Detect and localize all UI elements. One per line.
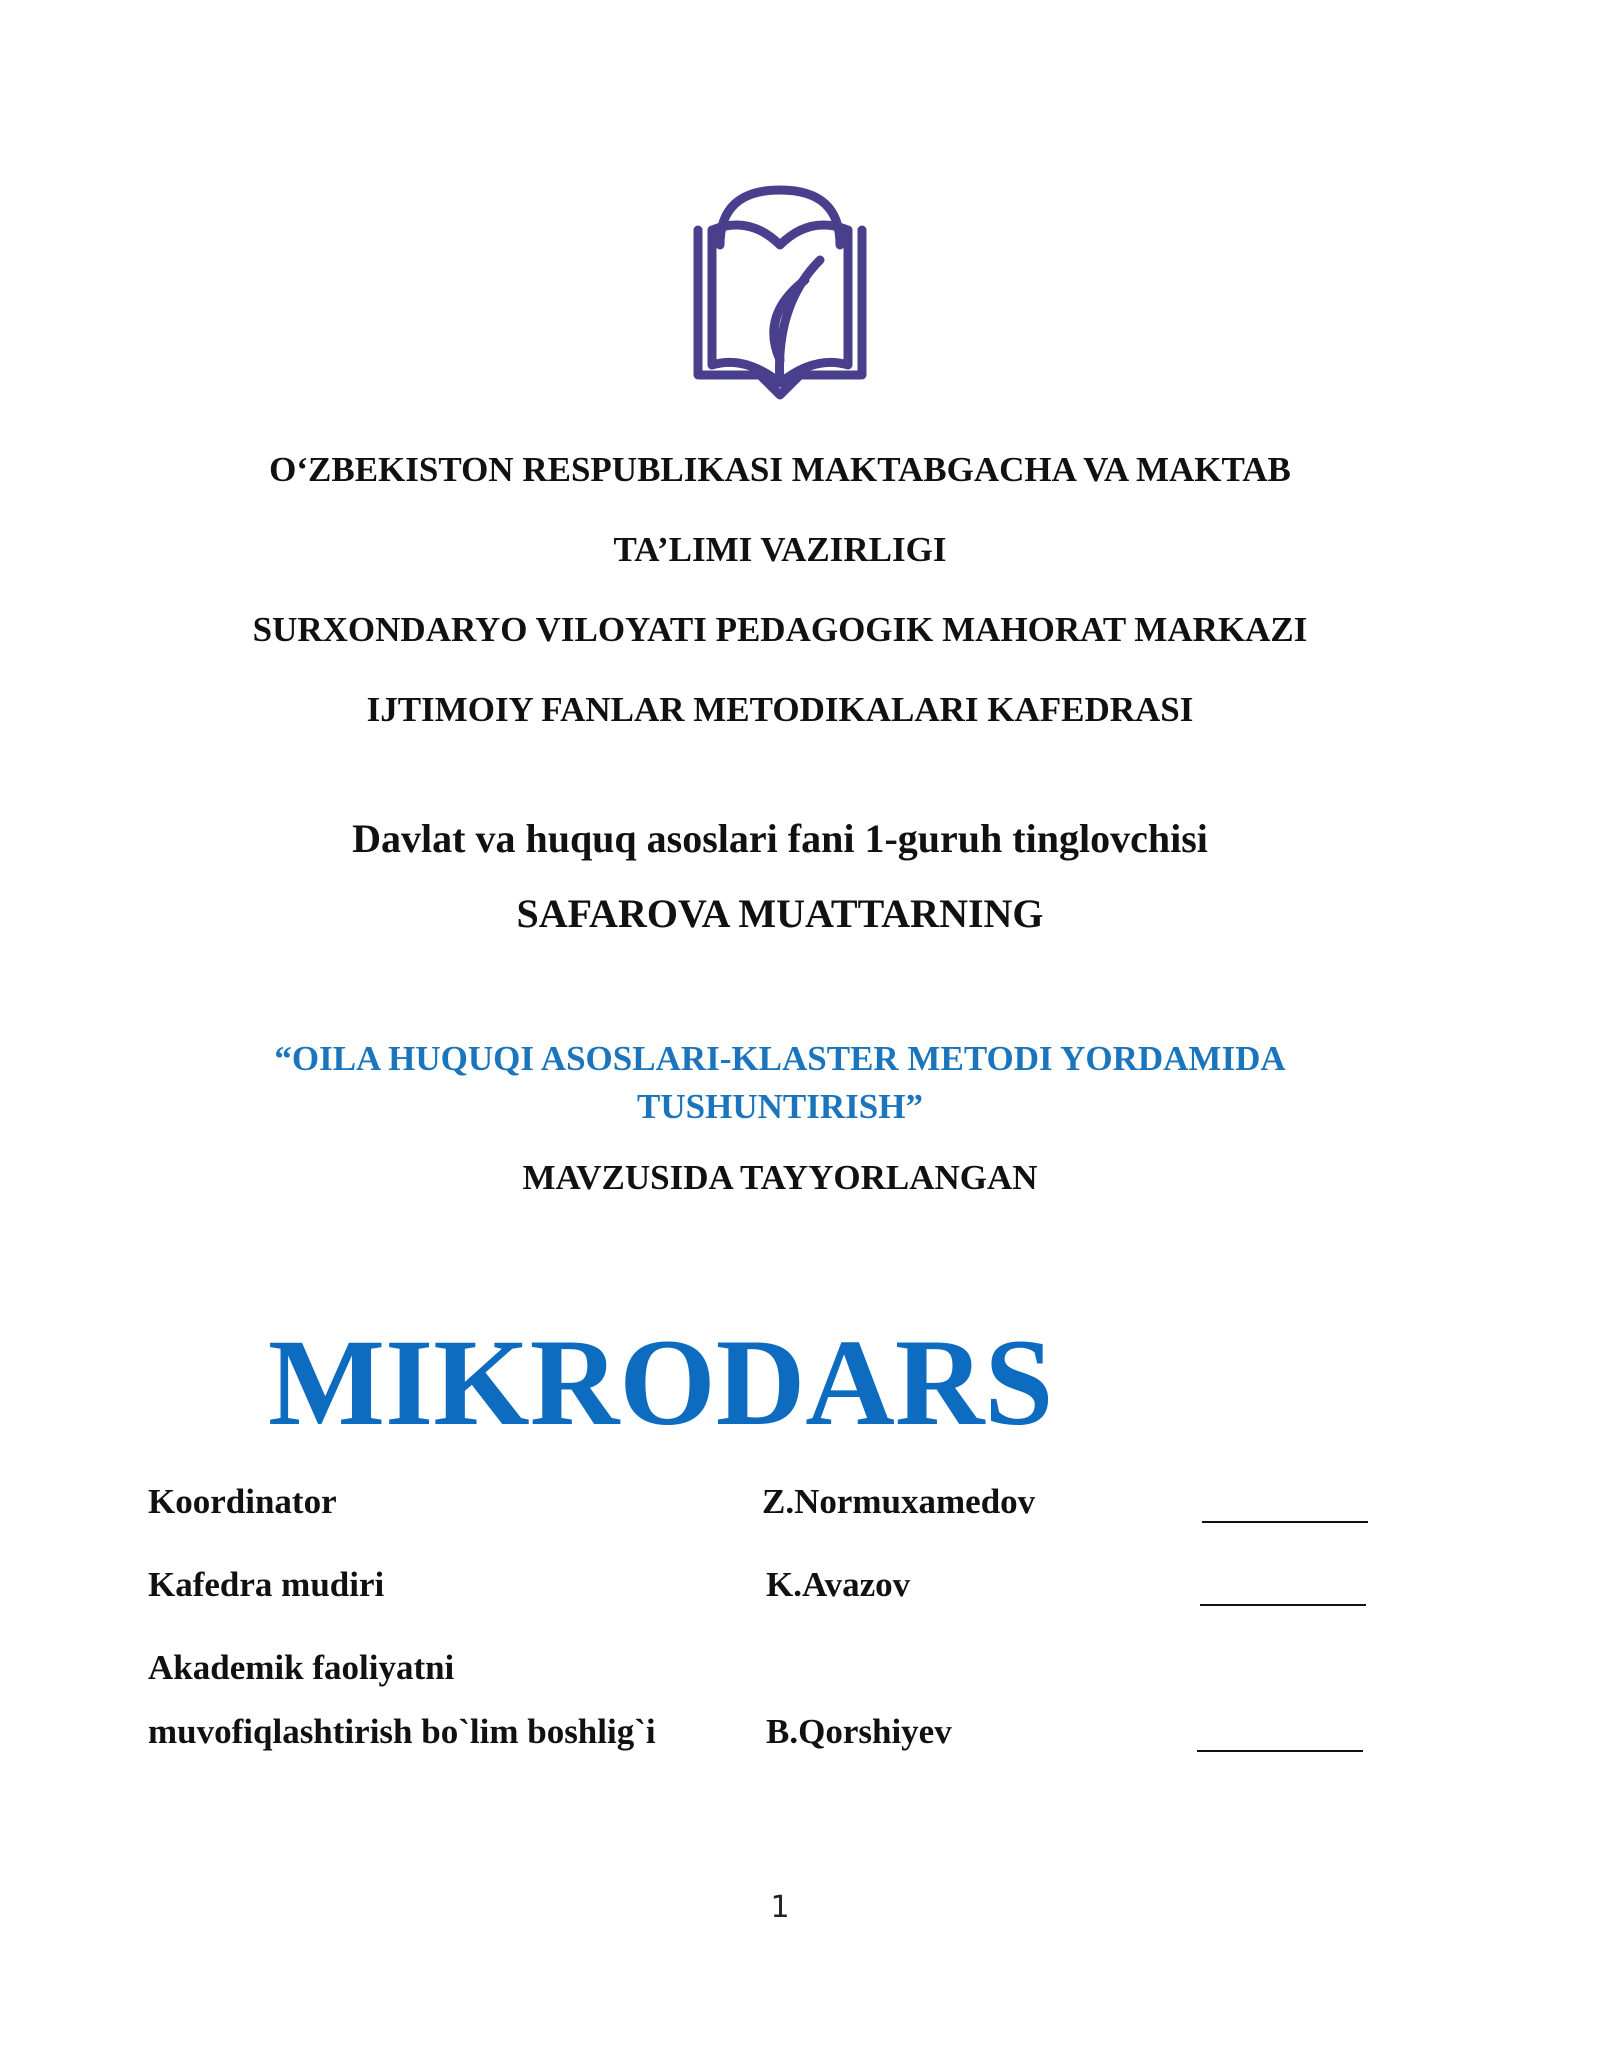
signature-role-academic-line1: Akademik faoliyatni xyxy=(148,1648,455,1687)
signature-name-coordinator: Z.Normuxamedov xyxy=(762,1482,1036,1521)
page-number: 1 xyxy=(770,1890,790,1925)
signature-role-academic-line2: muvofiqlashtirish bo`lim boshlig`i xyxy=(148,1712,656,1751)
signature-role-coordinator: Koordinator xyxy=(148,1482,337,1521)
signature-line-head xyxy=(1200,1604,1366,1606)
author-subject-line: Davlat va huquq asoslari fani 1-guruh tinglovchisi xyxy=(352,816,1208,861)
signature-name-academic: B.Qorshiyev xyxy=(766,1712,952,1751)
lesson-topic xyxy=(200,1035,1360,1131)
lesson-topic-line2: TUSHUNTIRISH” xyxy=(637,1087,923,1126)
document-title: MIKRODARS xyxy=(268,1314,1054,1451)
department-name: IJTIMOIY FANLAR METODIKALARI KAFEDRASI xyxy=(366,690,1194,729)
lesson-topic-line1: “OILA HUQUQI ASOSLARI-KLASTER METODI YORDAMIDA xyxy=(274,1039,1286,1078)
ministry-name-line2: TA’LIMI VAZIRLIGI xyxy=(613,530,947,569)
signature-name-head: K.Avazov xyxy=(766,1565,911,1604)
signature-line-academic xyxy=(1197,1750,1363,1752)
prepared-caption: MAVZUSIDA TAYYORLANGAN xyxy=(522,1158,1038,1197)
signature-line-coordinator xyxy=(1202,1521,1368,1523)
ministry-name-line1: O‘ZBEKISTON RESPUBLIKASI MAKTABGACHA VA MAKTAB xyxy=(269,450,1291,489)
author-name: SAFAROVA MUATTARNING xyxy=(516,891,1044,936)
signature-role-head: Kafedra mudiri xyxy=(148,1565,385,1604)
book-leaf-icon xyxy=(690,185,870,405)
center-name: SURXONDARYO VILOYATI PEDAGOGIK MAHORAT MARKAZI xyxy=(252,610,1308,649)
